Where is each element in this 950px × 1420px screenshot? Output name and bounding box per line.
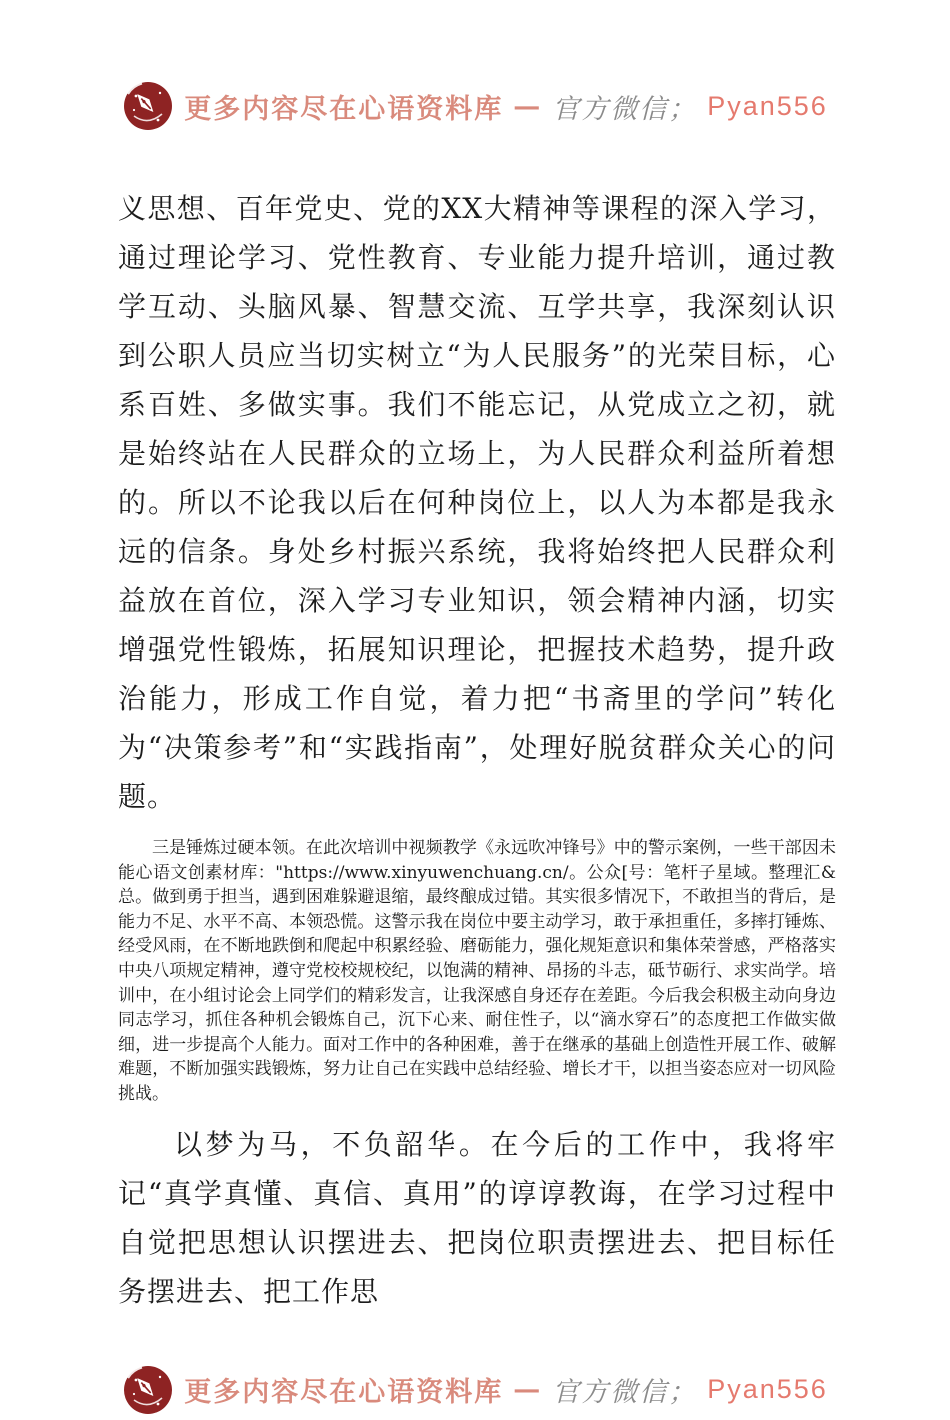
watermark-wechat-id: Pyan556 [707,1374,828,1405]
pen-nib-circle-icon [122,1364,174,1416]
paragraph-continued: 义思想、百年党史、党的XX大精神等课程的深入学习，通过理论学习、党性教育、专业能力提升培训，通过教学互动、头脑风暴、智慧交流、互学共享，我深刻认识到公职人员应当切实树立“为人民服务”的光荣目标，心系百姓、多做实事。我们不能忘记，从党成立之初，就是始终站在人民群众的立场上，为人民群众利益所着想的。所以不论我以后在何种岗位上，以人为本都是我永远的信条。身处乡村振兴系统，我将始终把人民群众利益放在首位，深入学习专业知识，领会精神内涵，切实增强党性锻炼，拓展知识理论，把握技术趋势，提升政治能力，形成工作自觉，着力把“书斋里的学问”转化为“决策参考”和“实践指南”，处理好脱贫群众关心的问题。 [118,192,836,813]
watermark-wechat-id: Pyan556 [707,90,828,121]
watermark-separator: — [513,1374,543,1406]
watermark-header [0,78,950,134]
watermark-brand-text: 更多内容尽在心语资料库 [184,1377,504,1409]
document-body [0,184,950,1316]
paragraph-small-print: 三是锤炼过硬本领。在此次培训中视频教学《永远吹冲锋号》中的警示案例，一些干部因未能心语文创素材库："https://www.xinyuwenchuang.cn/。公众[号：笔杆子星域。整理汇&总。做到勇于担当，遇到困难躲避退缩，最终酿成过错。其实很多情况下，不敢担当的背后，是能力不足、水平不高、本领恐慌。这警示我在岗位中要主动学习，敢于承担重任，多摔打锤炼、经受风雨，在不断地跌倒和爬起中积累经验、磨砺能力，强化规矩意识和集体荣誉感，严格落实中央八项规定精神，遵守党校校规校纪，以饱满的精神、昂扬的斗志，砥节砺行、求实尚学。培训中，在小组讨论会上同学们的精彩发言，让我深感自身还存在差距。今后我会积极主动向身边同志学习，抓住各种机会锻炼自己，沉下心来、耐住性子，以“滴水穿石”的态度把工作做实做细，进一步提高个人能力。面对工作中的各种困难，善于在继承的基础上创造性开展工作、破解难题，不断加强实践锻炼，努力让自己在实践中总结经验、增长才干，以担当姿态应对一切风险挑战。 [118,838,836,1104]
watermark-separator: — [513,90,543,122]
paragraph-closing: 以梦为马，不负韶华。在今后的工作中，我将牢记“真学真懂、真信、真用”的谆谆教诲，在学习过程中自觉把思想认识摆进去、把岗位职责摆进去、把目标任务摆进去、把工作思 [118,1127,836,1308]
pen-nib-circle-icon [122,80,174,132]
watermark-footer [0,1362,950,1418]
watermark-wechat-label: 官方微信； [552,1377,698,1409]
watermark-brand-text: 更多内容尽在心语资料库 [184,93,504,125]
watermark-wechat-label: 官方微信； [552,93,698,125]
